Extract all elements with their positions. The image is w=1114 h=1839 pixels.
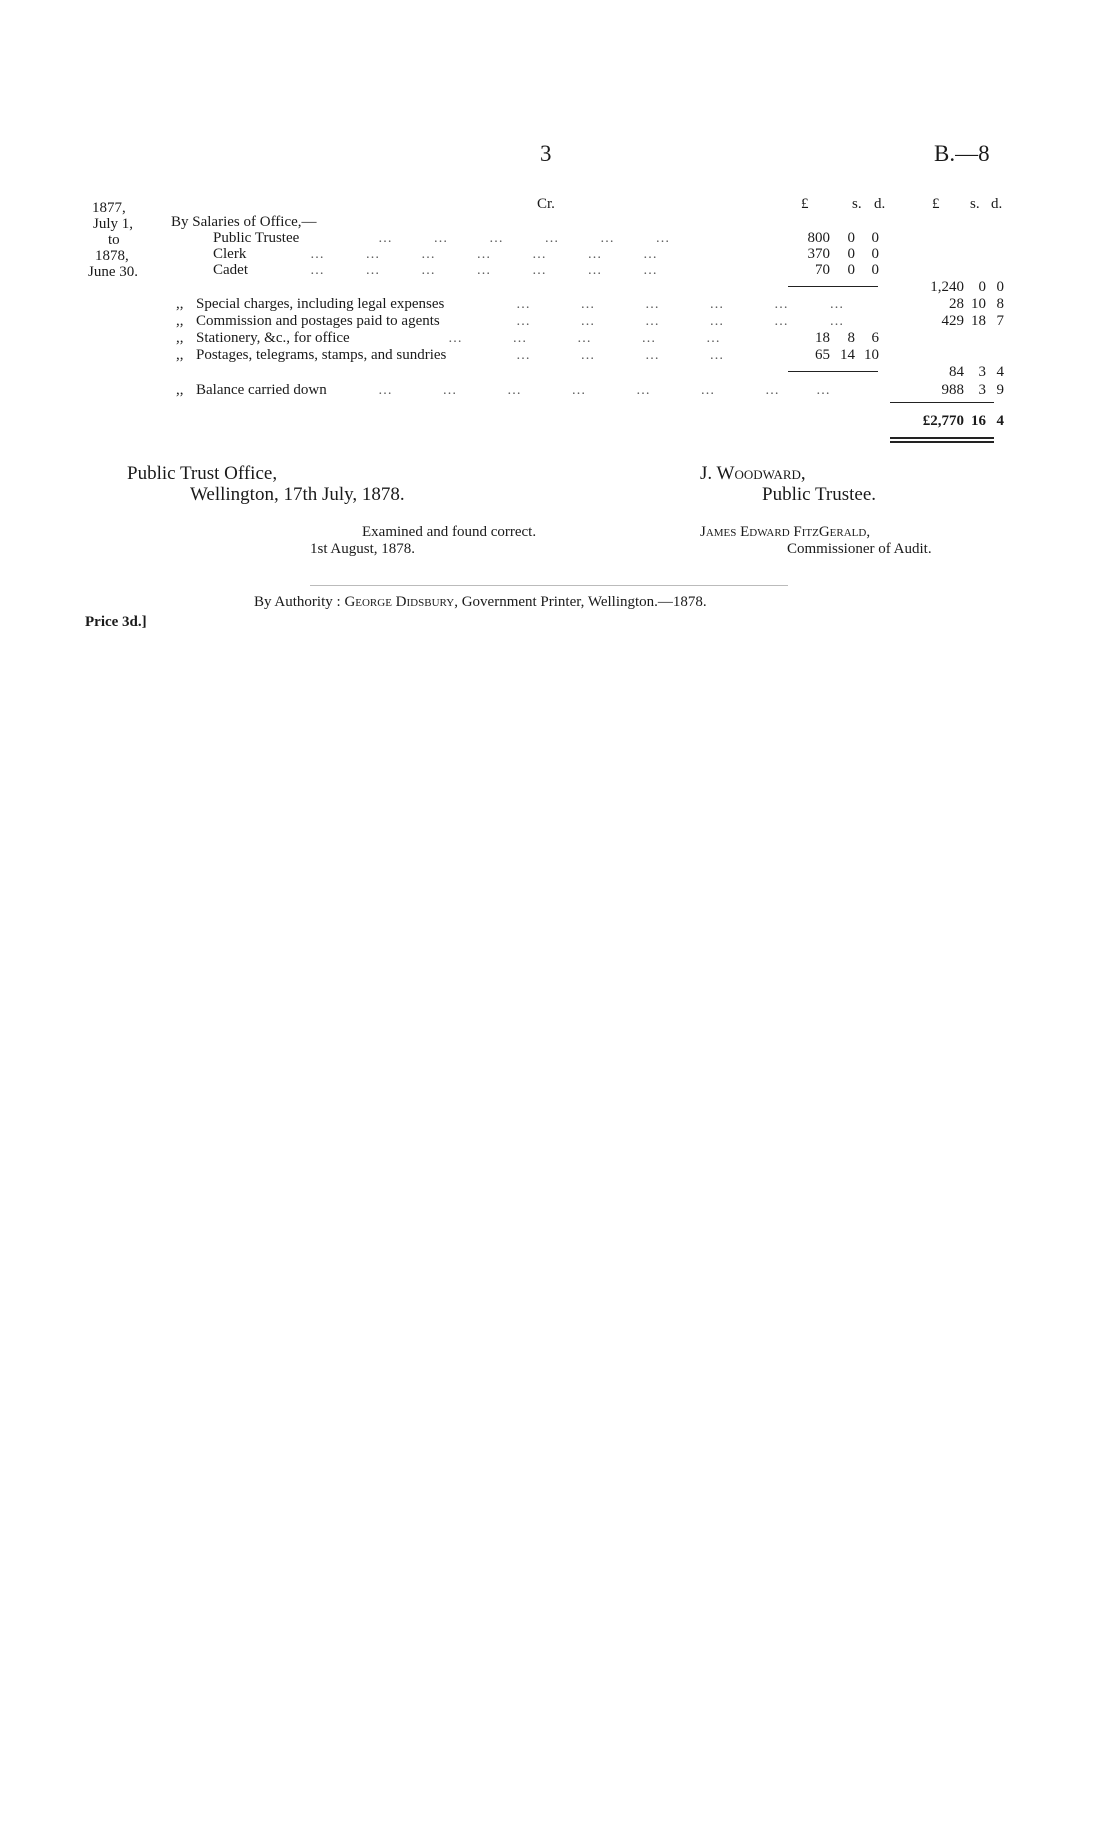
double-rule-top xyxy=(890,437,994,439)
subtotal-rule xyxy=(788,371,878,372)
date-line: to xyxy=(108,232,120,248)
salary-label-clerk: Clerk xyxy=(213,246,247,262)
salary-pence: 0 xyxy=(871,262,879,278)
sub-item-shillings: 8 xyxy=(847,330,855,346)
leader-dots: … … … … … … … xyxy=(310,247,658,262)
salary-shillings: 0 xyxy=(847,230,855,246)
leader-dots: … … … … … … … xyxy=(310,263,658,278)
header-shillings-outer: s. xyxy=(970,196,980,212)
price: Price 3d.] xyxy=(85,614,147,630)
date-line: June 30. xyxy=(88,264,138,280)
balance-pounds: 988 xyxy=(941,382,964,398)
item-shillings: 18 xyxy=(971,313,986,329)
total-rule xyxy=(890,402,994,403)
header-pounds-outer: £ xyxy=(932,196,940,212)
salaries-total-pounds: 1,240 xyxy=(930,279,964,295)
double-rule-bottom xyxy=(890,441,994,443)
leader-dots: … … … … … … … … xyxy=(378,383,831,398)
ditto-mark: ,, xyxy=(176,382,184,398)
header-pence-outer: d. xyxy=(991,196,1003,212)
salary-pounds: 800 xyxy=(807,230,830,246)
header-pence-inner: d. xyxy=(874,196,886,212)
salary-shillings: 0 xyxy=(847,262,855,278)
balance-pence: 9 xyxy=(996,382,1004,398)
office-line2: Wellington, 17th July, 1878. xyxy=(190,484,405,505)
sub-item-pence: 6 xyxy=(871,330,879,346)
salary-pence: 0 xyxy=(871,230,879,246)
auditor-name: James Edward FitzGerald, xyxy=(700,524,871,540)
balance-shillings: 3 xyxy=(978,382,986,398)
credit-side-label: Cr. xyxy=(537,196,555,212)
salary-shillings: 0 xyxy=(847,246,855,262)
header-shillings-inner: s. xyxy=(852,196,862,212)
grand-total-shillings: 16 xyxy=(971,413,986,429)
ditto-mark: ,, xyxy=(176,296,184,312)
salaries-heading: By Salaries of Office,— xyxy=(171,214,317,230)
page-number: 3 xyxy=(540,141,552,166)
item-pounds: 28 xyxy=(949,296,964,312)
sub-total-pounds: 84 xyxy=(949,364,964,380)
sub-item-pounds: 18 xyxy=(815,330,830,346)
sub-item-pounds: 65 xyxy=(815,347,830,363)
sub-item-pence: 10 xyxy=(864,347,879,363)
office-line1: Public Trust Office, xyxy=(127,463,278,484)
auditor-title: Commissioner of Audit. xyxy=(787,541,932,557)
item-label-postages: Postages, telegrams, stamps, and sundries xyxy=(196,347,447,363)
leader-dots: … … … … … xyxy=(448,331,721,346)
salary-pounds: 70 xyxy=(815,262,830,278)
item-pounds: 429 xyxy=(941,313,964,329)
item-pence: 7 xyxy=(996,313,1004,329)
ditto-mark: ,, xyxy=(176,313,184,329)
ditto-mark: ,, xyxy=(176,347,184,363)
sub-item-shillings: 14 xyxy=(840,347,855,363)
date-line: 1878, xyxy=(95,248,129,264)
sub-total-pence: 4 xyxy=(996,364,1004,380)
item-label-commission: Commission and postages paid to agents xyxy=(196,313,440,329)
leader-dots: … … … … … … xyxy=(516,297,845,312)
ditto-mark: ,, xyxy=(176,330,184,346)
examined-date: 1st August, 1878. xyxy=(310,541,416,557)
item-label-special-charges: Special charges, including legal expenses xyxy=(196,296,445,312)
grand-total-pounds: £2,770 xyxy=(922,413,964,429)
salary-pence: 0 xyxy=(871,246,879,262)
grand-total-pence: 4 xyxy=(996,413,1004,429)
leader-dots: … … … … … … xyxy=(516,314,845,329)
date-line: July 1, xyxy=(93,216,134,232)
balance-label: Balance carried down xyxy=(196,382,327,398)
imprint-rest: Government Printer, Wellington.—1878. xyxy=(461,594,707,610)
salary-label-public-trustee: Public Trustee xyxy=(213,230,300,246)
examined-text: Examined and found correct. xyxy=(362,524,537,540)
salary-label-cadet: Cadet xyxy=(213,262,248,278)
trustee-title: Public Trustee. xyxy=(762,484,877,505)
item-pence: 8 xyxy=(996,296,1004,312)
header-pounds-inner: £ xyxy=(801,196,809,212)
date-line: 1877, xyxy=(92,200,126,216)
leader-dots: … … … … … … xyxy=(378,231,671,246)
sub-total-shillings: 3 xyxy=(978,364,986,380)
imprint-prefix: By Authority : xyxy=(254,594,341,610)
salary-pounds: 370 xyxy=(807,246,830,262)
leader-dots: … … … … xyxy=(516,348,725,363)
salaries-total-pence: 0 xyxy=(996,279,1004,295)
salaries-total-shillings: 0 xyxy=(978,279,986,295)
footer-rule xyxy=(310,585,788,586)
item-label-stationery: Stationery, &c., for office xyxy=(196,330,350,346)
imprint xyxy=(254,594,707,611)
document-reference: B.—8 xyxy=(934,141,990,166)
imprint-name: George Didsbury, xyxy=(344,594,458,610)
trustee-name: J. Woodward, xyxy=(700,463,806,484)
item-shillings: 10 xyxy=(971,296,986,312)
subtotal-rule xyxy=(788,286,878,287)
